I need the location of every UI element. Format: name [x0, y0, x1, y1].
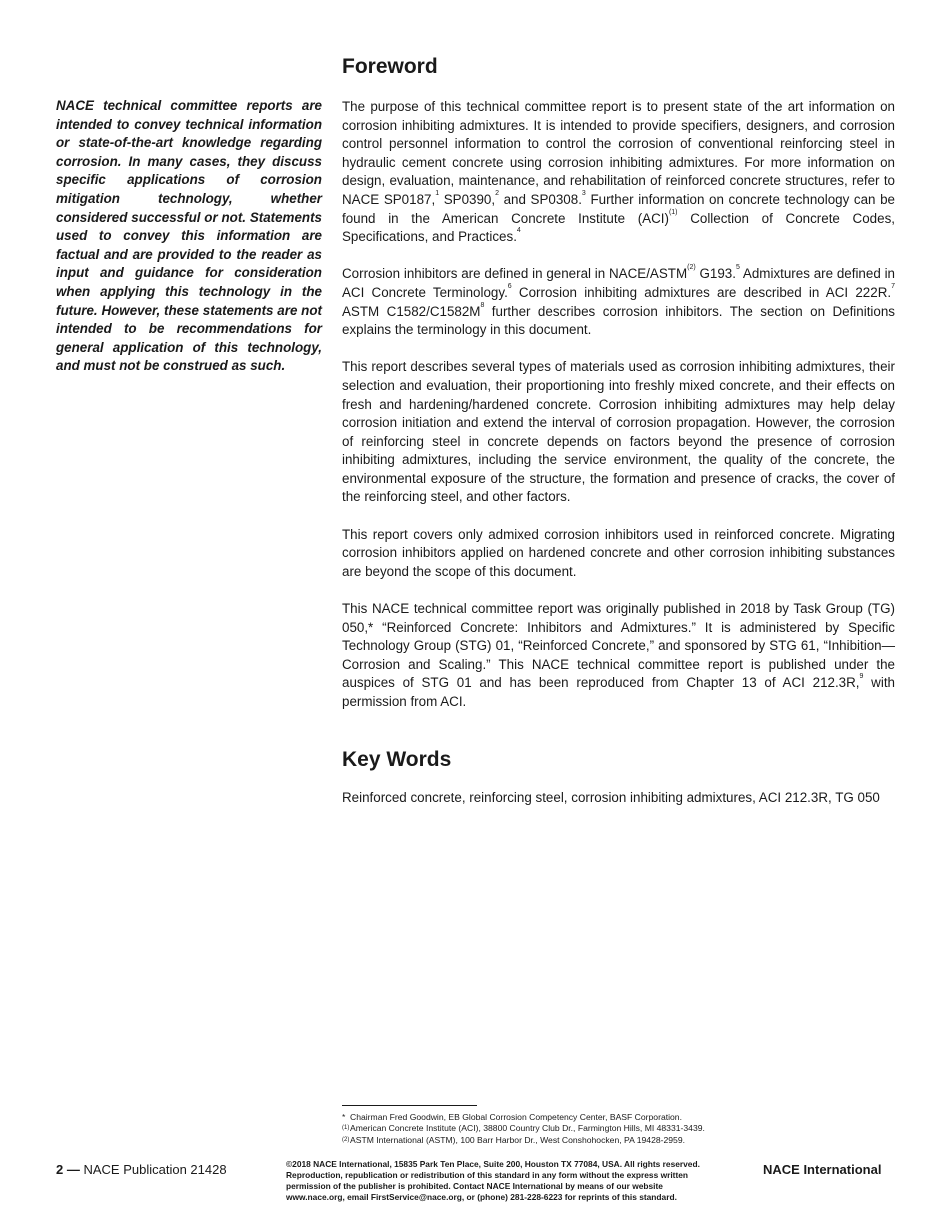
footnote-item — [342, 1123, 902, 1134]
reference-marker: 3 — [581, 189, 586, 197]
foreword-paragraph-3: This report describes several types of materials used as corrosion inhibiting admixtures, their selection and evaluation, their proportioning into freshly mixed concrete, and their effects on fresh and hardening/hardened concrete. Corrosion inhibiting admixtures may help delay corrosion initiation and extend the interval of corrosion propagation. However, the corrosion of reinforcing steel in concrete depends on factors beyond the presence of corrosion inhibiting admixtures, including the service environment, the quality of the concrete, the environmental exposure of the structure, the formation and presence of cracks, the cover of the reinforcing steel, and other factors. — [342, 359, 895, 505]
reference-marker: 9 — [859, 673, 864, 681]
footnote-mark: (1) — [342, 1125, 350, 1132]
disclaimer-note: NACE technical committee reports are intended to convey technical information or state-of-the-art knowledge regarding corrosion. In many cases, they discuss specific applications of corrosion mitigation technology, whether considered successful or not. Statements used to convey this information are factual and are provided to the reader as input and guidance for consideration when applying this technology in the future. However, these statements are not intended to be recommendations for general application of this technology, and must not be construed as such. — [56, 98, 322, 374]
reference-marker: 2 — [495, 189, 499, 197]
copyright-notice: ©2018 NACE International, 15835 Park Ten Place, Suite 200, Houston TX 77084, USA. All rights reserved. Reproduction, republication or redistribution of this standard in any form without the express written permission of the publisher is prohibited. Contact NACE International by means of our website www.nace.org, email FirstService@nace.org, or (phone) 281-228-6223 for reprints of this standard. — [286, 1159, 700, 1202]
footnote-item — [342, 1135, 902, 1146]
footnotes — [342, 1112, 902, 1146]
key-words-text: Reinforced concrete, reinforcing steel, corrosion inhibiting admixtures, ACI 212.3R, TG 050 — [342, 789, 880, 805]
footnote-divider — [342, 1105, 477, 1106]
footer-separator: — — [66, 1162, 80, 1177]
page-number: 2 — [56, 1162, 64, 1177]
foreword-paragraph-1: The purpose of this technical committee report is to present state of the art information on corrosion inhibiting admixtures. It is intended to provide specifiers, designers, and corrosion control personnel information to control the corrosion of conventional reinforcing steel in hydraulic cement concrete using corrosion inhibiting admixtures. For more information on design, evaluation, maintenance, and rehabilitation of reinforced concrete structures, refer to NACE SP0187,$^1$ SP0390,$^2$ and SP0308.$^3$ Further information on concrete technology can be found in the American Concrete Institute (ACI)$^{(1)}$ Collection of Concrete Codes, Specifications, and Practices.$^4$ — [342, 99, 896, 245]
reference-marker: 6 — [507, 282, 512, 290]
footnote-marker: (1) — [668, 208, 678, 216]
foreword-paragraph-2: Corrosion inhibitors are defined in general in NACE/ASTM$^{(2)}$ G193.$^5$ Admixtures are defined in ACI Concrete Terminology.$^6$ Corrosion inhibiting admixtures are described in ACI 222R.$^7$ ASTM $C1582/C1582M^8$ further describes corrosion inhibitors. The section on Definitions explains the terminology in this document. — [342, 264, 895, 338]
publication-name: NACE Publication 21428 — [83, 1162, 227, 1177]
foreword-paragraph-5: This NACE technical committee report was originally published in 2018 by Task Group (TG) 050,* “Reinforced Concrete: Inhibitors and Admixtures.” It is administered by Specific Technology Group (STG) 01, “Reinforced Concrete,” and sponsored by STG 61, “Inhibition—Corrosion and Scaling.” This NACE technical committee report is published under the auspices of STG 01 and has been reproduced from Chapter 13 of ACI 212.3R,$^9$ with permission from ACI. — [342, 601, 895, 709]
footnote-item — [342, 1112, 902, 1123]
footer-page-info — [56, 1162, 227, 1177]
foreword-paragraph-4: This report covers only admixed corrosion inhibitors used in reinforced concrete. Migrating corrosion inhibitors applied on hardened concrete and other corrosion inhibiting substances are beyond the scope of this document. — [342, 526, 895, 579]
reference-marker: 1 — [435, 189, 440, 197]
reference-marker: 5 — [735, 264, 740, 272]
reference-marker: 4 — [516, 227, 521, 235]
footnote-mark: * — [342, 1112, 346, 1122]
foreword-heading: Foreword — [342, 55, 438, 78]
footnote-text: Chairman Fred Goodwin, EB Global Corrosion Competency Center, BASF Corporation. — [350, 1112, 682, 1122]
reference-marker: 8 — [480, 301, 485, 309]
footer-organization: NACE International — [763, 1162, 882, 1177]
reference-marker: 7 — [891, 282, 895, 290]
footnote-text: ASTM International (ASTM), 100 Barr Harbor Dr., West Conshohocken, PA 19428-2959. — [350, 1134, 685, 1145]
footnote-marker: (2) — [687, 264, 696, 272]
footnote-mark: (2) — [342, 1136, 350, 1143]
footnote-text: American Concrete Institute (ACI), 38800 Country Club Dr., Farmington Hills, MI 48331-3439. — [350, 1123, 705, 1134]
key-words-heading: Key Words — [342, 747, 452, 771]
main-content — [342, 52, 895, 807]
